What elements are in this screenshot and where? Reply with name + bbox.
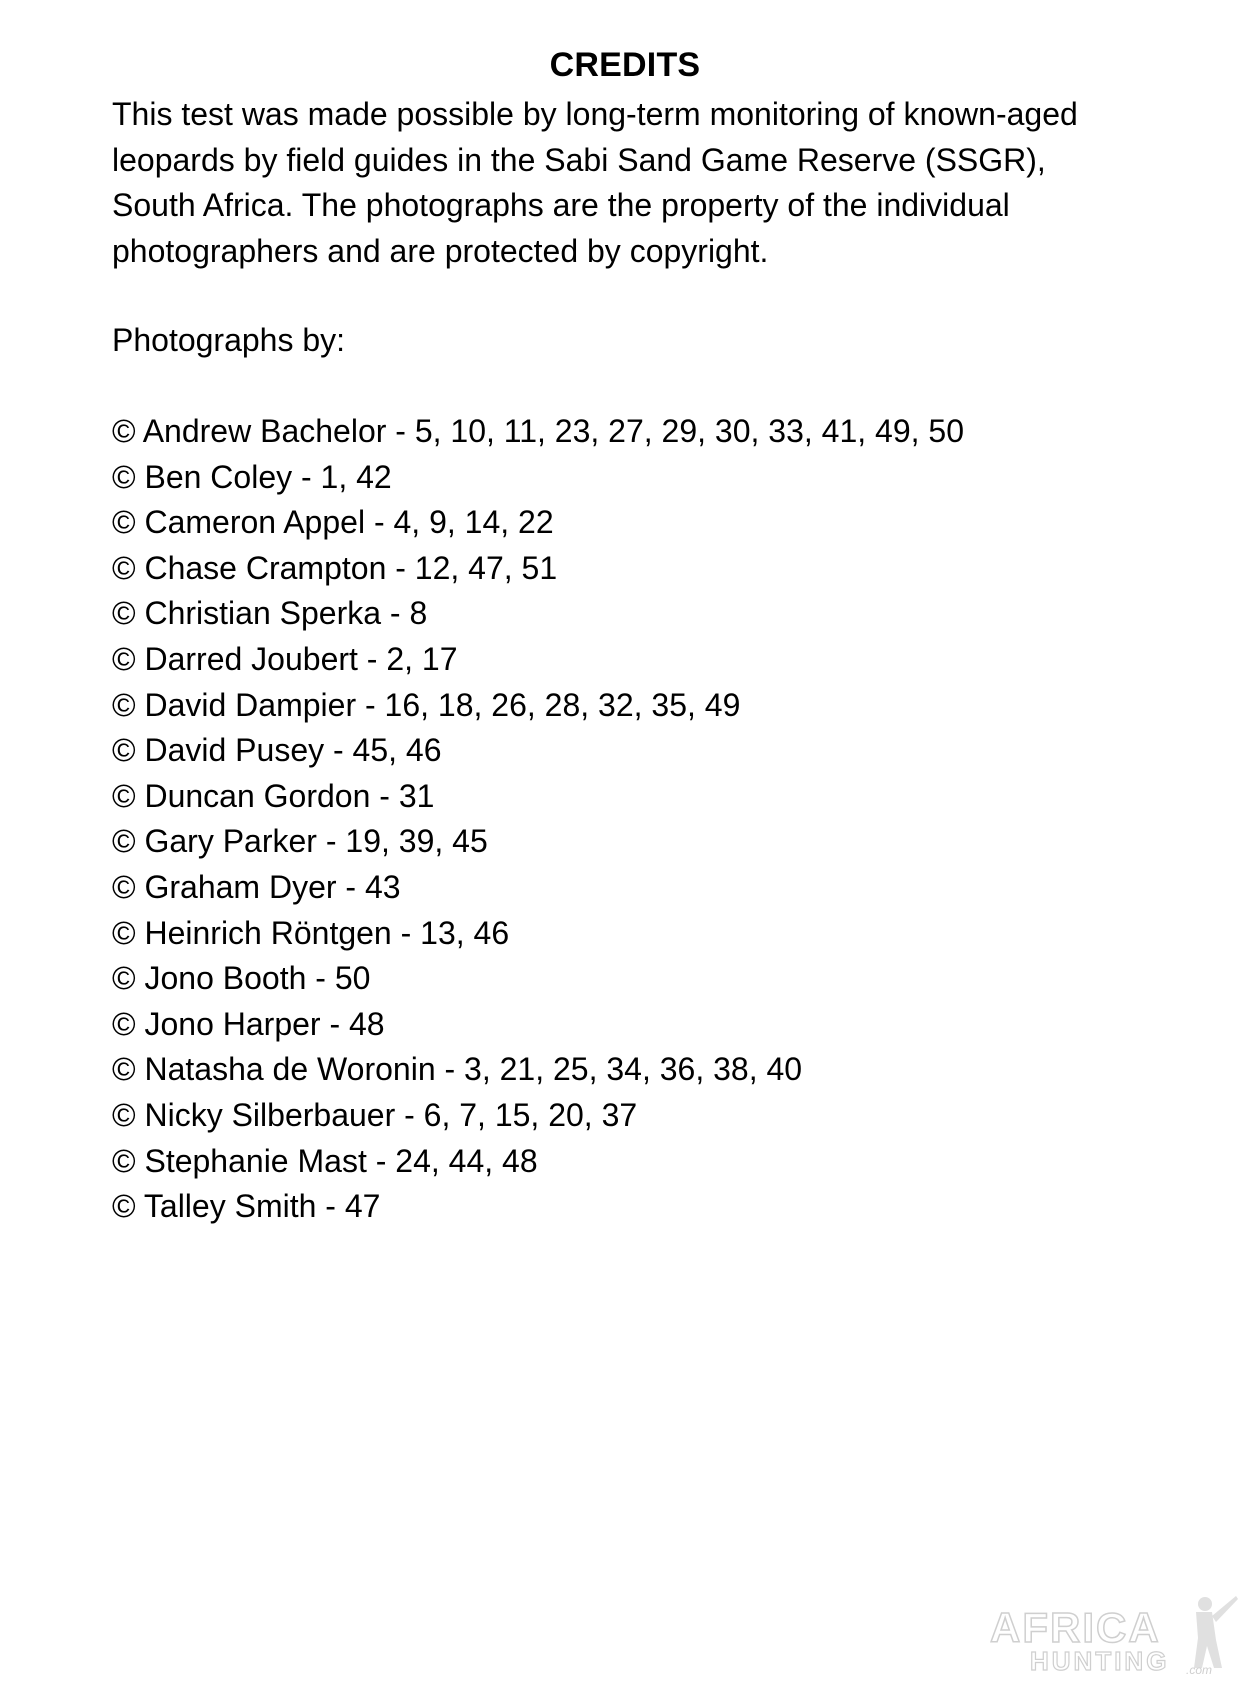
africahunting-watermark [990,1590,1240,1680]
credit-item: © Duncan Gordon - 31 [112,777,435,814]
credit-item: © Graham Dyer - 43 [112,868,401,905]
credit-item: © Chase Crampton - 12, 47, 51 [112,549,558,586]
credit-item: © Andrew Bachelor - 5, 10, 11, 23, 27, 29, 30, 33, 41, 49, 50 [112,413,964,449]
intro-line: South Africa. The photographs are the property of the individual [112,187,1010,223]
credit-item: © David Pusey - 45, 46 [112,732,442,769]
credit-item: © David Dampier - 16, 18, 26, 28, 32, 35, 49 [112,686,741,723]
credit-item: © Stephanie Mast - 24, 44, 48 [112,1142,538,1179]
credit-item: © Darred Joubert - 2, 17 [112,640,458,677]
credit-item: © Talley Smith - 47 [112,1188,381,1225]
credits-list [112,409,964,1230]
credit-item: © Heinrich Röntgen - 13, 46 [112,914,510,951]
watermark-line2: HUNTING [1030,1646,1170,1676]
credit-item: © Christian Sperka - 8 [112,595,428,632]
watermark-suffix: .com [1186,1663,1213,1677]
intro-line: photographers and are protected by copyright. [112,232,769,269]
credit-item: © Natasha de Woronin - 3, 21, 25, 34, 36, 38, 40 [112,1051,803,1088]
intro-line: leopards by field guides in the Sabi Sand Game Reserve (SSGR), [112,141,1046,178]
credit-item: © Ben Coley - 1, 42 [112,458,392,495]
intro-line: This test was made possible by long-term monitoring of known-aged [112,96,1078,132]
page-title: CREDITS [549,46,701,84]
credit-item: © Jono Booth - 50 [112,960,371,997]
watermark-line1: AFRICA [990,1604,1161,1651]
intro-paragraph [112,92,1192,274]
credit-item: © Nicky Silberbauer - 6, 7, 15, 20, 37 [112,1096,638,1133]
credit-item: © Cameron Appel - 4, 9, 14, 22 [112,504,554,541]
credit-item: © Gary Parker - 19, 39, 45 [112,823,488,860]
credit-item: © Jono Harper - 48 [112,1005,385,1042]
photographs-by-label: Photographs by: [112,322,346,358]
hunter-silhouette-icon [1194,1596,1238,1668]
